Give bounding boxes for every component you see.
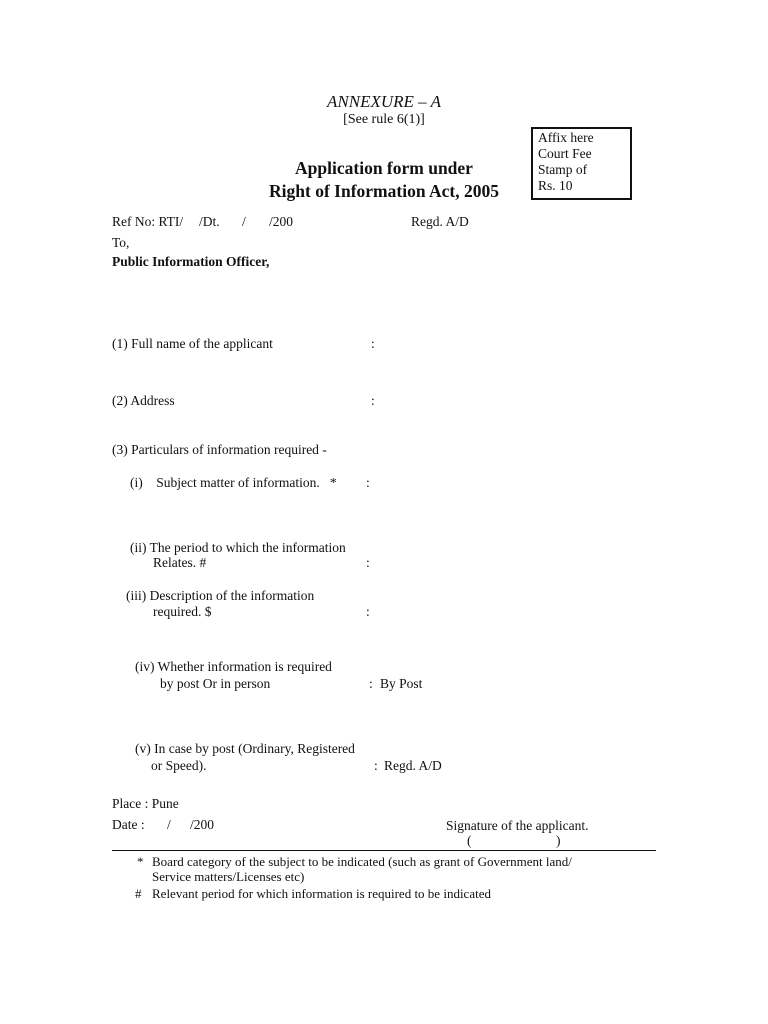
date-slash: / (167, 817, 171, 832)
subject-matter-colon: : (366, 475, 370, 490)
stamp-line: Affix here (538, 130, 594, 145)
public-information-officer: Public Information Officer, (112, 254, 270, 269)
address-colon: : (371, 393, 375, 408)
mode-colon: : (369, 676, 373, 691)
mode-label-line-2: by post Or in person (160, 676, 271, 691)
period-colon: : (366, 555, 370, 570)
description-colon: : (366, 604, 370, 619)
ref-date-slash: / (242, 214, 246, 229)
mode-value: By Post (380, 676, 423, 691)
signature-paren-close: ) (556, 833, 561, 848)
date-year: /200 (190, 817, 215, 832)
annexure-heading: ANNEXURE – A (327, 92, 441, 111)
see-rule-reference: [See rule 6(1)] (343, 112, 425, 127)
ref-no-label: Ref No: RTI/ (112, 214, 184, 229)
period-label-line-2: Relates. # (153, 555, 207, 570)
ref-regd-ad: Regd. A/D (411, 214, 469, 229)
particulars-label: (3) Particulars of information required - (112, 442, 327, 457)
mode-label-line-1: (iv) Whether information is required (135, 659, 332, 674)
address-label: (2) Address (112, 393, 175, 408)
stamp-line: Stamp of (538, 162, 588, 177)
date-label: Date : (112, 817, 145, 832)
signature-paren-open: ( (467, 833, 472, 848)
full-name-label: (1) Full name of the applicant (112, 336, 273, 351)
subject-matter-label: (i) Subject matter of information. * (130, 475, 337, 490)
post-type-value: Regd. A/D (384, 758, 442, 773)
form-title-line-1: Application form under (295, 158, 473, 178)
footnote-mark: * (137, 854, 144, 869)
full-name-colon: : (371, 336, 375, 351)
form-title-line-2: Right of Information Act, 2005 (269, 181, 499, 201)
signature-label: Signature of the applicant. (446, 818, 589, 833)
to-label: To, (112, 235, 130, 250)
ref-year: /200 (269, 214, 294, 229)
post-type-colon: : (374, 758, 378, 773)
footnote-text: Board category of the subject to be indicated (such as grant of Government land/ (152, 854, 572, 869)
place-field: Place : Pune (112, 796, 179, 811)
post-type-label-line-2: or Speed). (151, 758, 207, 773)
footnote-divider (112, 850, 656, 851)
description-label-line-2: required. $ (153, 604, 212, 619)
post-type-label-line-1: (v) In case by post (Ordinary, Registered (135, 741, 355, 756)
stamp-line: Court Fee (538, 146, 592, 161)
footnote-text: Relevant period for which information is required to be indicated (152, 886, 491, 901)
footnote-text: Service matters/Licenses etc) (152, 869, 305, 884)
description-label-line-1: (iii) Description of the information (126, 588, 315, 603)
stamp-line: Rs. 10 (538, 178, 573, 193)
ref-dt-label: /Dt. (199, 214, 220, 229)
footnote-mark: # (135, 886, 142, 901)
period-label-line-1: (ii) The period to which the information (130, 540, 346, 555)
